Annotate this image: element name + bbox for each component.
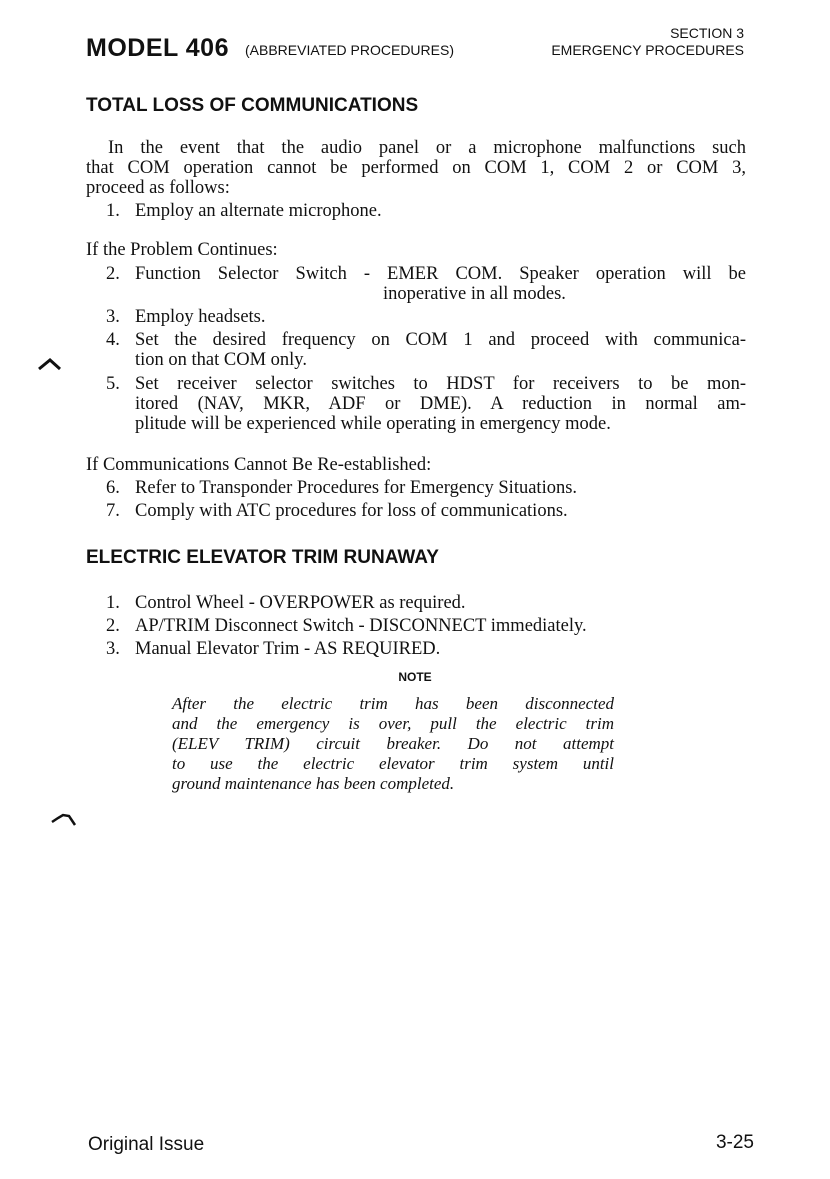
step-text: Employ headsets. bbox=[135, 307, 266, 327]
step-number: 7. bbox=[106, 501, 120, 521]
model-title: MODEL 406 bbox=[86, 34, 229, 62]
revision-mark-icon bbox=[38, 358, 62, 372]
step-text: Comply with ATC procedures for loss of communications. bbox=[135, 501, 568, 521]
intro-line-1: In the event that the audio panel or a microphone malfunctions such bbox=[108, 138, 746, 158]
step-number: 5. bbox=[106, 374, 120, 394]
step-number: 4. bbox=[106, 330, 120, 350]
revision-mark-icon bbox=[50, 810, 78, 828]
note-label: NOTE bbox=[398, 670, 432, 684]
condition-label: If the Problem Continues: bbox=[86, 240, 278, 260]
step-number: 1. bbox=[106, 593, 120, 613]
note-line: After the electric trim has been disconnected bbox=[172, 694, 614, 713]
condition-label: If Communications Cannot Be Re-established: bbox=[86, 455, 432, 475]
step-text: Set the desired frequency on COM 1 and proceed with communica- bbox=[135, 330, 746, 350]
note-line: ground maintenance has been completed. bbox=[172, 774, 455, 793]
step-number: 2. bbox=[106, 264, 120, 284]
intro-line-3: proceed as follows: bbox=[86, 178, 230, 198]
section-number: SECTION 3 bbox=[670, 25, 744, 41]
step-number: 2. bbox=[106, 616, 120, 636]
heading-elevator-trim-runaway: ELECTRIC ELEVATOR TRIM RUNAWAY bbox=[86, 547, 439, 568]
footer-issue: Original Issue bbox=[88, 1134, 205, 1155]
step-text-continued: itored (NAV, MKR, ADF or DME). A reduction in normal am- bbox=[135, 394, 746, 414]
step-number: 3. bbox=[106, 307, 120, 327]
step-text-continued: plitude will be experienced while operating in emergency mode. bbox=[135, 414, 611, 434]
step-number: 1. bbox=[106, 201, 120, 221]
note-line: (ELEV TRIM) circuit breaker. Do not attempt bbox=[172, 734, 614, 753]
step-text-continued: tion on that COM only. bbox=[135, 350, 307, 370]
step-text: Employ an alternate microphone. bbox=[135, 201, 382, 221]
step-text-continued: inoperative in all modes. bbox=[383, 284, 566, 304]
step-text: Refer to Transponder Procedures for Emergency Situations. bbox=[135, 478, 578, 498]
intro-line-2: that COM operation cannot be performed on COM 1, COM 2 or COM 3, bbox=[86, 158, 746, 178]
step-text: Set receiver selector switches to HDST for receivers to be mon- bbox=[135, 374, 746, 394]
step-text: AP/TRIM Disconnect Switch - DISCONNECT immediately. bbox=[135, 616, 587, 636]
step-text: Control Wheel - OVERPOWER as required. bbox=[135, 593, 466, 613]
heading-loss-of-communications: TOTAL LOSS OF COMMUNICATIONS bbox=[86, 95, 419, 116]
note-line: and the emergency is over, pull the electric trim bbox=[172, 714, 614, 733]
page-number: 3-25 bbox=[715, 1132, 754, 1153]
step-text: Function Selector Switch - EMER COM. Speaker operation will be bbox=[135, 264, 746, 284]
note-line: to use the electric elevator trim system until bbox=[172, 754, 614, 773]
header-subtitle: (ABBREVIATED PROCEDURES) bbox=[245, 42, 454, 58]
section-title: EMERGENCY PROCEDURES bbox=[551, 42, 744, 58]
step-number: 6. bbox=[106, 478, 120, 498]
step-number: 3. bbox=[106, 639, 120, 659]
step-text: Manual Elevator Trim - AS REQUIRED. bbox=[135, 639, 441, 659]
